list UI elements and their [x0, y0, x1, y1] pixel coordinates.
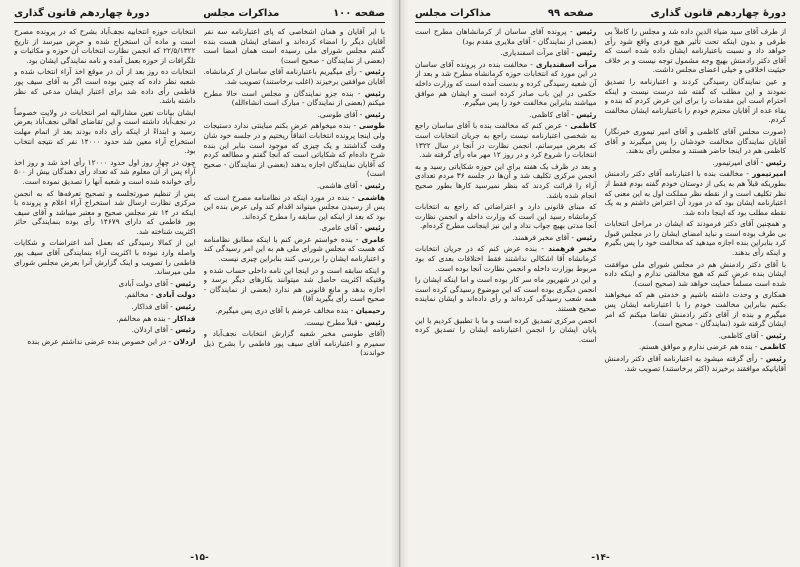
paragraph — [605, 260, 787, 289]
paragraph-text: - عرض کنم که مخالفت بنده با آقای ساسان راجع به شخصی اعتبارنامه نیست راجع به جریان انتخابات است که بعرض میرسانم، انجمن نظارت در آنجا در سال ۱۳۲۲ انتخابات را شروع کرد و در روز ۱۲ مهر ماه رأی گرفته شد. — [415, 121, 597, 160]
speaker-name: رئیس — [576, 27, 597, 36]
paragraph-text: - رأی گرفته میشود به اعتبارنامه آقای دکتر رادمنش آقایانیکه موافقند برخیزند (اکثر برخاستند) تصویب شد. — [604, 354, 786, 373]
speaker-name: فداکار — [172, 313, 196, 323]
paragraph — [415, 27, 597, 46]
paragraph — [605, 27, 787, 75]
gutter-shadow — [401, 0, 409, 567]
right-page-number: صفحه ۹۹ — [547, 8, 594, 19]
paragraph — [605, 127, 787, 156]
speaker-name: رئیس — [364, 88, 385, 98]
paragraph — [415, 110, 597, 120]
speaker-name: رئیس — [364, 67, 385, 77]
paragraph — [14, 189, 196, 237]
paragraph — [605, 169, 787, 217]
speaker-name: رئیس — [765, 330, 786, 340]
right-page — [400, 0, 800, 567]
paragraph — [415, 202, 597, 231]
paragraph — [415, 121, 597, 159]
right-page-title: مذاکرات مجلس — [415, 8, 492, 19]
paragraph-text: - آقای کاظمی. — [529, 109, 574, 119]
right-page-footer: -۱۴- — [591, 553, 610, 563]
paragraph — [14, 325, 196, 335]
paragraph — [204, 266, 386, 304]
paragraph — [415, 275, 597, 313]
paragraph-text: - بنده میخواهم عرض بکنم مباینتی ندارد دستیجات ولی اینجا پرونده انتخابات اتفاقاً ریختیم و در جلسه خود شان وقت گذاشتند و یک چیزی که موجود است بنابر این بنده شرح داده‌ام که شکایاتی است که آنجا گفتم و مطالعه کردم که آقایان نمایندگان اجازه بدهند (بعضی از نمایندگان - صحیح است) — [203, 121, 385, 179]
paragraph-text: انجمن مرکزی تصدیق کرده است و ما با تطبیق کردیم با این پایان ایشان را انجمن اعتبارنامه ایشان را تصدیق کرده است. — [415, 315, 597, 344]
speaker-name: رئیس — [364, 180, 385, 190]
paragraph-text: - آقای مرآت اسفندیاری. — [500, 48, 574, 58]
paragraph-text: - رأی میگیریم باعتبارنامه آقای ساسان از کرمانشاه. آقایان موافقین برخیزند (اغلب برخاستند) تصویب شد. — [203, 67, 385, 86]
paragraph — [14, 108, 196, 156]
paragraph-text: (صورت مجلس آقای کاظمی و آقای امیر تیموری خبرنگار) آقایان نمایندگان مخالفت خودشان را پس میگیرند و آقای کاظمی هم در اینجا حاضر هستند و مجلس رأی بدهند. — [604, 126, 786, 156]
paragraph-text: - آقای امیرتیمور. — [712, 157, 764, 167]
paragraph — [415, 162, 597, 200]
paragraph — [605, 290, 787, 328]
paragraph-text: با آقای دکتر رادمنش هم در مجلس شورای ملی موافقت ایشان بنده عرض کنم که هیچ مخالفتی ندارم و اینکه داده شده است مسلماً حمایت خواهد شد (صحیح است). — [604, 259, 786, 288]
paragraph-text: چون در چهار روز اول حدود ۱۲۰۰۰ رأی اخذ شد و روز اخذ آراء پس از آن معلوم شد که تعداد رأی دهندگان بیش از ۵۰۰ رأی خوانده شده است و شعبه آنها را تصدیق نموده است. — [14, 157, 196, 186]
paragraph — [415, 244, 597, 273]
paragraph-text: - آقای طوسی. — [317, 109, 363, 119]
paragraph-text: انتخابات ده روز بعد از آن در موقع اخذ آراء انتخاب شده و شعبه نظر داده که چنین بوده است اگر به آقای سیف پور فاطمی رأی داده شد برای اعتبار ایشان مدعی که نظر داشته باشد. — [14, 67, 196, 106]
speaker-name: رئیس — [364, 223, 385, 233]
paragraph — [415, 316, 597, 345]
speaker-name: رحیمیان — [355, 306, 385, 316]
speaker-name: امیرتیمور — [752, 169, 786, 179]
paragraph-text: با ایر آقایان و همان اشخاصی که پای اعتبارنامه سه نفر آقایان دیگر را امضاء کرده‌اند و امضای ایشان هست بنده گفتم مجلس شورای ملی رسیده است همان امضا است (بعضی از نمایندگان - صحیح است) — [203, 27, 385, 65]
paragraph — [605, 342, 787, 352]
paragraph — [204, 329, 386, 358]
paragraph-text: همکاری و وحدت داشته باشیم و خدمتی هم که میخواهند بکنیم بنابراین مخالفت خودم را با اعتبارنامه ایشان پس میگیرم و بنده از آقای دکتر رادمنش تقاضا میکنم که امر ایشان گرفته شود (نمایندگان - صحیح است). — [604, 290, 786, 329]
paragraph-text: این از کمالا رسیدگی که بعمل آمد اعتراضات و شکایات واصله وارد نبوده با اکثریت آراء بنمایندگی آقای سیف پور فاطمی را تصویب و اینک گزارش آنرا بعرض مجلس شورای ملی میرساند. — [14, 238, 196, 277]
paragraph-text: و عین نمایندگان رسیدگی کردند و اعتبارنامه را تصدیق نمودند و این مطلب که گفته شد درست نیست و اینکه احترام است این مقدمات را برای این عرض کردم که بنده و بقاء عده از آقایان محترم خودم را باعتبارنامه ایشان مخالفت کردم. — [604, 76, 786, 125]
paragraph-text: - آقای دولت آبادی — [118, 278, 173, 288]
paragraph — [605, 331, 787, 341]
paragraph — [204, 67, 386, 86]
speaker-name: رئیس — [765, 157, 786, 167]
paragraph — [14, 67, 196, 105]
paragraph-text: - مخالفم. — [124, 290, 154, 300]
speaker-name: رئیس — [765, 354, 786, 363]
paragraph-text: - بنده هم مخالفم. — [116, 313, 171, 323]
speaker-name: رئیس — [576, 232, 597, 242]
paragraph — [605, 354, 787, 373]
paragraph — [204, 235, 386, 264]
paragraph — [14, 337, 196, 347]
paragraph-text: - بنده مخالف عرضم با آقای دری پس میگیرم. — [215, 306, 354, 316]
paragraph-text: - بنده جزو نمایندگان و مجلس است حالا مطرح میکنم (بعضی از نمایندگان - مبارک است انشاءالله) — [203, 88, 385, 108]
paragraph — [415, 60, 597, 108]
paragraph-text: ایشان بیانات تعین مشارالیه امر انتخابات در ولایت خصوصاً در نجف‌آباد داشته است و این تقاضای اهالی نجف‌آباد بعرض رسید و ابتداءً از اینکه رأی داده بودند بعد از اتمام مهلت استخراج آراء معین شد حدود ۱۴۰۰۰ نفر که نتیجه انتخاب بود. — [14, 107, 196, 156]
right-page-session: دورۀ چهاردهم قانون گذاری — [650, 8, 786, 19]
paragraph — [204, 181, 386, 191]
speaker-name: دولت آبادی — [155, 290, 196, 300]
paragraph-text: - بنده هم عرضی ندارم و موافق هستم. — [638, 342, 758, 352]
paragraph — [14, 27, 196, 65]
gutter-shadow — [391, 0, 399, 567]
speaker-name: رئیس — [364, 317, 385, 327]
speaker-name: کاظمی — [570, 121, 597, 131]
paragraph-text: - مخالفت بنده در پرونده آقای ساسان در این مورد که انتخابات حوزه کرمانشاه مطرح شد و بعد از آن شعبه رسیدگی کرده و بدست آمده است که وزارت داخله حکمی در این باب صادر کرده است و ایشان هم موافق میباشند بنابراین مخالفت خود را پس میگیرم. — [415, 59, 597, 108]
paragraph — [204, 110, 386, 120]
paragraph — [204, 27, 386, 65]
speaker-name: کاظمی — [759, 342, 786, 352]
speaker-name: رئیس — [175, 278, 196, 288]
left-page-number: صفحه ۱۰۰ — [333, 8, 385, 19]
paragraph-text: - آقای کاظمی. — [718, 330, 764, 340]
paragraph-text: پس از تنظیم صورتجلسه و تصحیح تعرفه‌ها که به انجمن مرکزی نظارت ارسال شد استخراج آراء اعلام و پرونده با اینکه در ۱۴ نفر مجلس صحیح و معتبر میباشد و آقای سیف پور فاطمی که دارای ۱۴۶۷۹ رأی بوده بنمایندگی حائز اکثریت شناخته شد. — [14, 188, 196, 236]
right-page-columns — [415, 27, 786, 547]
paragraph-text: و اینکه سابقه است و در اینجا این نامه داخلی حساب شده و وقتیکه اکثریت حاصل شد میتوانند بکارهای دیگر برسد و اجازه بدهد و مانع قانونی هم ندارد (بعضی از نمایندگان - صحیح است رأی بگیرید آقا) — [203, 265, 385, 304]
paragraph — [14, 302, 196, 312]
paragraph — [204, 223, 386, 233]
left-page-footer: -۱۵- — [190, 553, 209, 563]
speaker-name: رئیس — [175, 302, 196, 312]
paragraph-text: و این در شهریور ماه سر کار بوده است و اما اینکه ایشان را انجمن دیگری بوده است که این موضوع رسیدگی کرده است همه شعب رسیدگی کرده‌اند و رأی داده‌اند و ایشان نماینده صحیح هستند. — [415, 275, 597, 314]
speaker-name: مخبر فرهمند — [548, 244, 597, 254]
paragraph-text: - آقای اردلان. — [131, 325, 173, 335]
right-page-header — [415, 8, 786, 23]
paragraph-text: (آقای طوسی مخبر شعبه گزارش انتخابات نجف‌آباد و سمیرم و اعتبارنامه آقای سیف پور فاطمی را بشرح ذیل خواندند) — [203, 329, 385, 358]
speaker-name: رئیس — [364, 109, 385, 119]
left-page-columns — [14, 27, 385, 547]
paragraph — [605, 158, 787, 168]
speaker-name: هاشمی — [357, 192, 385, 202]
paragraph — [14, 158, 196, 187]
paragraph — [204, 193, 386, 222]
paragraph — [14, 314, 196, 324]
right-page-column-left — [415, 27, 597, 547]
paragraph — [415, 48, 597, 58]
left-page-column-right — [204, 27, 386, 547]
paragraph-text: - بنده عرض کنم که در جریان انتخابات کرمانشاه آقا اشکالی نداشتند فقط اختلافات بعدی که بود مربوط بوزارت داخله و انجمن نظارت آنجا بوده است. — [415, 244, 597, 273]
paragraph-text: - قبلاً مطرح نیست. — [303, 317, 363, 327]
speaker-name: عامری — [361, 234, 385, 244]
paragraph-text: - آقای عامری. — [319, 223, 363, 233]
paragraph-text: و بعد در ظرف یک هفته برای این حوزه شکایاتی رسید و به انجمن مرکزی تکلیف شد و آن‌ها در جلسه ۳۶ مردم تعدادی آراء را قرائت کردند که بنظر نمیرسید کارها بطور صحیح انجام شده باشد. — [415, 161, 597, 200]
speaker-name: رئیس — [576, 109, 597, 119]
right-page-column-right — [605, 27, 787, 547]
paragraph — [14, 279, 196, 289]
paragraph — [14, 290, 196, 300]
paragraph-text: و همچنین آقای دکتر فرمودند که ایشان در مراحل انتخابات بی طرف بوده است و نباید امضای ایشان را در مجلس قبول کرد بنابراین بنده اجازه میدهید که مخالفت خود را پس بگیرم و اینکه رأی بدهند. — [604, 219, 786, 258]
paragraph — [204, 318, 386, 328]
speaker-name: اردلان — [173, 336, 196, 346]
paragraph-text: انتخابات حوزه انتخابیه نجف‌آباد بشرح که در پرونده مصرح است و ماده آن استخراج شده و حرض میرسد از تاریخ ۲۲/۵/۱۳۲۲ که انجمن نظارت انتخابات آن حوزه و مکاتبات و تلگرافات از حوزه بعمل آمده و نامه نمایندگی ایشان بود. — [14, 27, 196, 65]
left-page-title: مذاکرات مجلس — [203, 8, 280, 19]
paragraph-text: - آقای مخبر فرهمند. — [512, 232, 574, 242]
paragraph-text: - بنده در مورد اینکه در نظامنامه مصرح است که پس از رسیدن مجلس میتواند اقدام کند ولی عرض بنده این بود که بعد از اینکه این سابقه را مطرح کرده‌اند. — [203, 192, 385, 221]
paragraph-text: از طرف آقای سید ضیاء الدین داده شد و مجلس را کاملاً بی طرفی و بدون اینکه تحت تأثیر هیچ فردی واقع شود رأی خواهد داد و نسبت باعتبارنامه ایشان داده شده است که آقای دکتر رادمنش بهیچ وجه مشمول توجه نیست و بر خلاف حیثیت اخلاقی و خیلی اعضای مجلس داشت. — [604, 27, 786, 75]
paragraph — [605, 77, 787, 125]
paragraph — [415, 233, 597, 243]
speaker-name: رئیس — [576, 48, 597, 58]
speaker-name: طوسی — [358, 121, 385, 131]
speaker-name: مرآت اسفندیاری — [535, 59, 597, 69]
paragraph-text: - مخالفت بنده با اعتبارنامه آقای دکتر رادمنش بطوریکه قبلاً هم به یکی از دوستان خودم گفته بودم فقط از نظر تکلیف است و از نقطه نظر مملکت اول به این معنی که اعتبارنامه ایشان بود که در مورد آن اعتراض داشتم و به یک نقطه مطلب بود که اینجا داده شد. — [604, 169, 786, 217]
paragraph — [204, 89, 386, 108]
paragraph-text: - آقای فداکار. — [131, 302, 173, 312]
paragraph — [14, 238, 196, 276]
left-page-header — [14, 8, 385, 23]
left-page-column-left — [14, 27, 196, 547]
paragraph-text: - در این خصوص بنده عرضی نداشتم عرض بنده — [27, 336, 172, 346]
paragraph-text: - پرونده آقای ساسان از کرمانشاهان مطرح است (بعضی از نمایندگان - آقای ملایری مقدم بود) — [415, 27, 597, 46]
paragraph-text: - آقای هاشمی. — [316, 180, 363, 190]
paragraph-text: - بنده خواستم عرض کنم با اینکه مطابق نظامنامه که هست که مجلس شورای ملی هم به این امر رسیدگی کند و اعتبارنامه ایشان را بررسی کنند بنابراین چیزی نیست. — [203, 234, 385, 264]
paragraph — [605, 219, 787, 257]
speaker-name: رئیس — [175, 325, 196, 335]
paragraph — [204, 121, 386, 179]
paragraph — [204, 306, 386, 316]
left-page-session: دورۀ چهاردهم قانون گذاری — [14, 8, 150, 19]
paragraph-text: که مبنای قانونی دارد و اعتراضاتی که راجع به انتخابات کرمانشاه رسید این است که وزارت داخله و انجمن نظارت آنجا مدتی بهیچ جواب نداد و این نیز اینجانب مطرح کرده‌ام. — [415, 202, 597, 231]
